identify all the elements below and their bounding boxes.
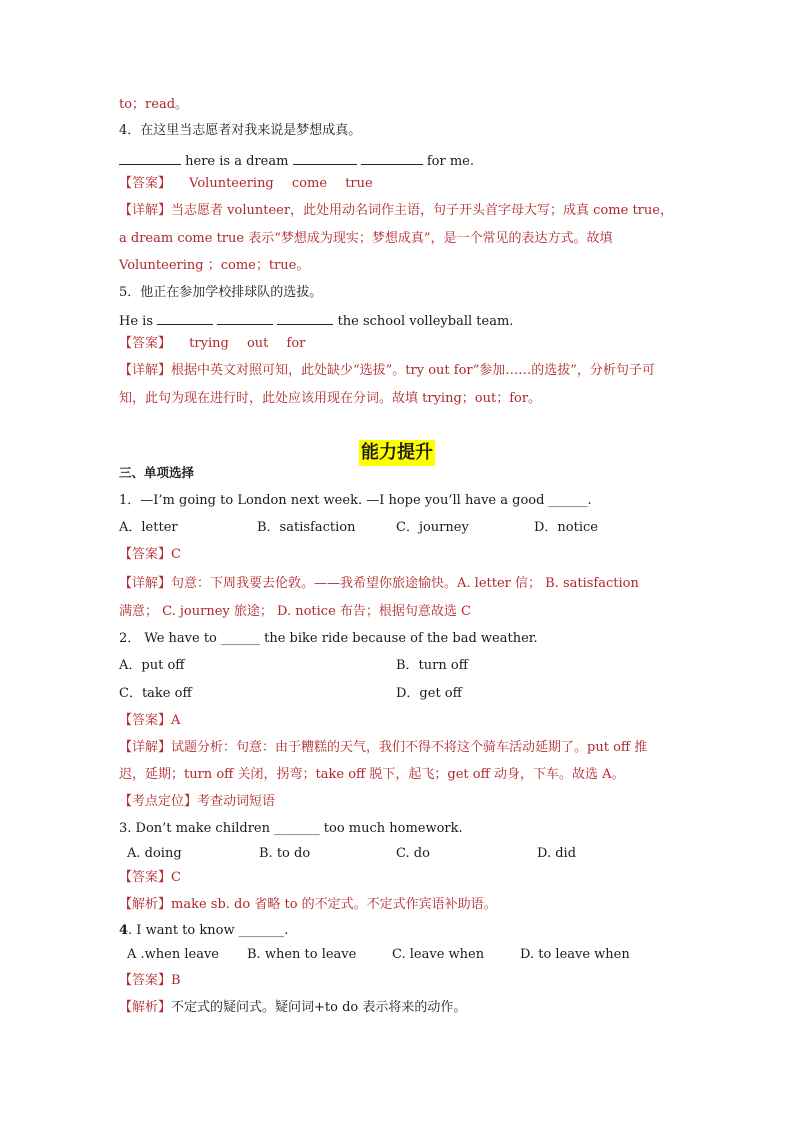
detail-label: 【详解】	[119, 203, 172, 218]
blank	[277, 310, 333, 325]
detail-text: 根据中英文对照可知，此处缺少“选拔”。try out for“参加……的选拔”，分析句子可	[171, 363, 655, 378]
option-c[interactable]: C. do	[396, 846, 430, 861]
mc-3-answer	[119, 869, 181, 887]
mc-3-detail	[119, 896, 497, 914]
option-a[interactable]: A．letter	[119, 520, 178, 535]
detail-text: 知，此句为现在进行时，此处应该用现在分词。故填 trying；out；for。	[119, 391, 542, 406]
answer-label: 【答案】	[119, 870, 172, 885]
answer-value: C	[171, 547, 181, 562]
option-d[interactable]: D. did	[537, 846, 577, 861]
option-c[interactable]: C．journey	[396, 520, 469, 535]
detail-text: 试题分析：句意：由于糟糕的天气，我们不得不将这个骑车活动延期了。put off 推	[171, 740, 648, 755]
sentence-text: here is a dream	[185, 154, 289, 169]
answer-label: 【答案】	[119, 336, 172, 351]
section-heading: 能力提升	[359, 440, 435, 466]
mc-1-detail	[119, 575, 639, 593]
question-number: 4	[119, 923, 129, 938]
answer-word: out	[246, 336, 269, 351]
detail-text: a dream come true 表示“梦想成为现实；梦想成真”，是一个常见的表达方式。故填	[119, 231, 613, 246]
mc-4-detail	[119, 999, 466, 1017]
mc-2-answer	[119, 712, 180, 730]
detail-text: 当志愿者 volunteer，此处用动名词作主语，句子开头首字母大写；成真 come true，	[171, 203, 673, 218]
answer-value: B	[171, 973, 181, 988]
mc-4-stem	[119, 922, 288, 940]
part-heading: 三、单项选择	[119, 465, 195, 480]
mc-1-stem: 1．—I’m going to London next week. —I hope you’ll have a good ______.	[119, 493, 592, 508]
question-5-prompt: 5．他正在参加学校排球队的选拔。	[119, 285, 323, 300]
mc-3-stem: 3. Don’t make children _______ too much homework.	[119, 821, 463, 836]
answer-word: trying	[189, 336, 229, 351]
answer-word: Volunteering	[189, 176, 274, 191]
mc-2-point	[119, 793, 275, 811]
detail-label: 【解析】	[119, 1000, 172, 1015]
detail-label: 【解析】	[119, 897, 172, 912]
answer-word: come	[291, 176, 328, 191]
question-5-answer	[119, 335, 305, 353]
point-label: 【考点定位】	[119, 794, 198, 809]
answer-label: 【答案】	[119, 547, 172, 562]
detail-text: make sb. do 省略 to 的不定式。不定式作宾语补助语。	[171, 897, 497, 912]
blank	[361, 150, 423, 165]
answer-value: A	[171, 713, 181, 728]
question-4-detail	[119, 202, 673, 220]
sentence-text: He is	[119, 314, 153, 329]
detail-label: 【详解】	[119, 740, 172, 755]
option-b[interactable]: B. to do	[259, 846, 311, 861]
answer-word: true	[345, 176, 373, 191]
answer-word: for	[286, 336, 306, 351]
blank	[119, 150, 181, 165]
option-d[interactable]: D．get off	[396, 686, 462, 701]
answer-label: 【答案】	[119, 713, 172, 728]
text-line: to；read。	[119, 97, 189, 112]
detail-text: 迟，延期；turn off 关闭，拐弯；take off 脱下，起飞；get off 动身，下车。故选 A。	[119, 767, 625, 782]
sentence-text: the school volleyball team.	[337, 314, 514, 329]
answer-label: 【答案】	[119, 973, 172, 988]
question-4-sentence	[119, 150, 474, 171]
option-a[interactable]: A .when leave	[127, 947, 219, 962]
answer-value: C	[171, 870, 181, 885]
option-c[interactable]: C. leave when	[392, 947, 485, 962]
mc-2-stem: 2． We have to ______ the bike ride because of the bad weather.	[119, 631, 538, 646]
detail-text: 满意； C. journey 旅途； D. notice 布告；根据句意故选 C	[119, 604, 471, 619]
question-5-sentence	[119, 310, 513, 331]
question-4-prompt: 4．在这里当志愿者对我来说是梦想成真。	[119, 123, 362, 138]
detail-text: Volunteering ；come；true。	[119, 258, 310, 273]
option-b[interactable]: B. when to leave	[247, 947, 357, 962]
blank	[217, 310, 273, 325]
point-text: 考查动词短语	[197, 794, 276, 809]
detail-label: 【详解】	[119, 576, 172, 591]
detail-label: 【详解】	[119, 363, 172, 378]
stem-text: . I want to know _______.	[128, 923, 289, 938]
sentence-text: for me.	[426, 154, 474, 169]
question-5-detail	[119, 362, 655, 380]
detail-text: 句意：下周我要去伦敦。——我希望你旅途愉快。A. letter 信； B. satisfaction	[171, 576, 639, 591]
option-a[interactable]: A. doing	[127, 846, 182, 861]
option-a[interactable]: A．put off	[119, 658, 185, 673]
option-c[interactable]: C．take off	[119, 686, 192, 701]
mc-1-answer	[119, 546, 181, 564]
option-d[interactable]: D. to leave when	[520, 947, 630, 962]
mc-4-answer	[119, 972, 181, 990]
detail-text: 不定式的疑问式。疑问词+to do 表示将来的动作。	[171, 1000, 467, 1015]
question-4-answer	[119, 175, 373, 193]
blank	[293, 150, 357, 165]
mc-2-detail	[119, 739, 647, 757]
blank	[157, 310, 213, 325]
option-d[interactable]: D．notice	[534, 520, 598, 535]
option-b[interactable]: B．turn off	[396, 658, 468, 673]
option-b[interactable]: B．satisfaction	[257, 520, 356, 535]
answer-label: 【答案】	[119, 176, 172, 191]
